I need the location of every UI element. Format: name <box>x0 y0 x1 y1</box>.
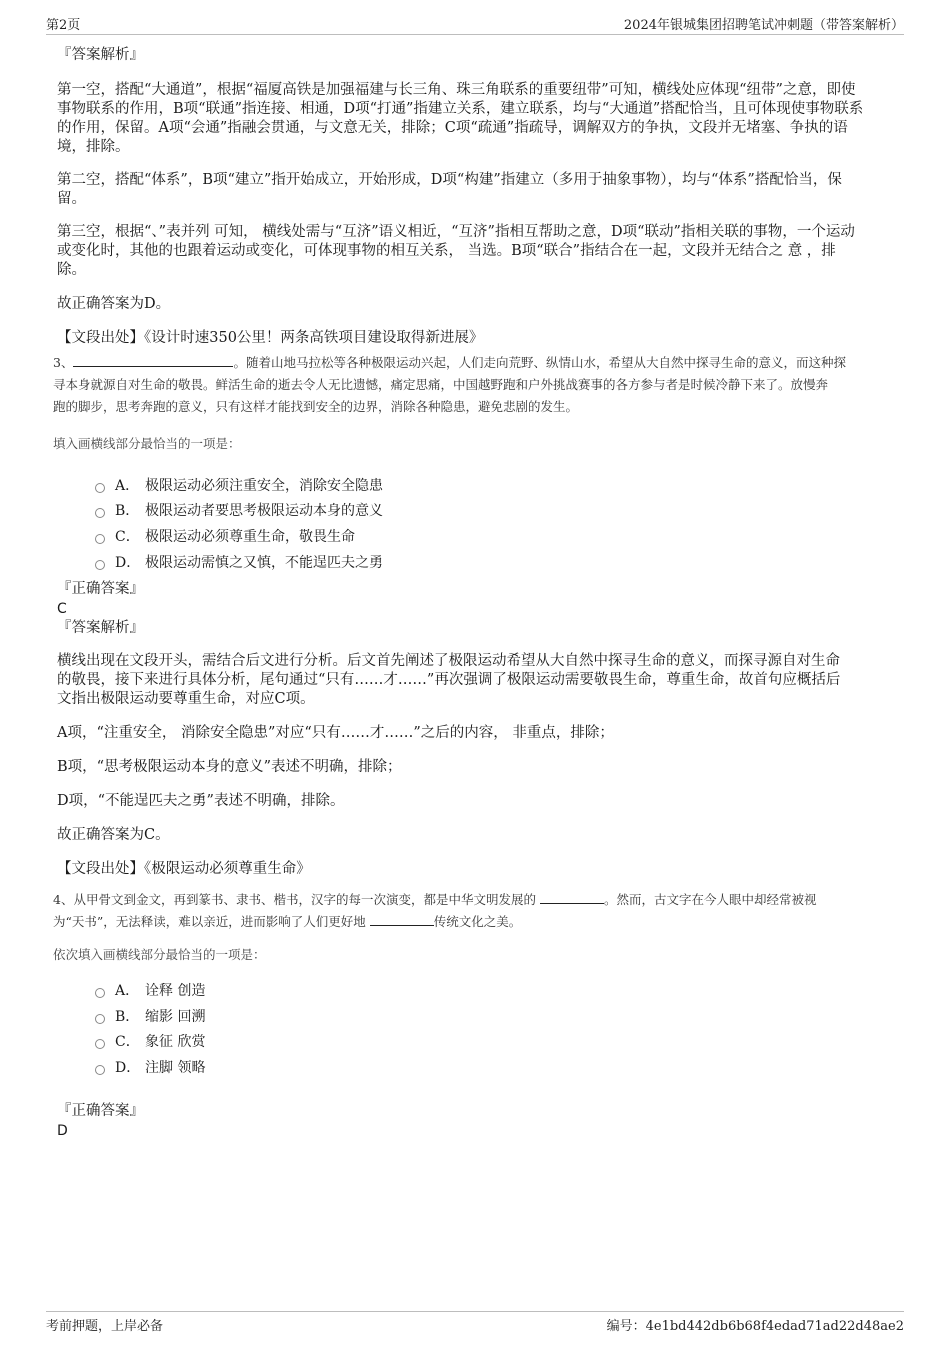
analysis-option-a: A项，“注重安全， 消除安全隐患”对应“只有……才……”之后的内容， 非重点，排除； <box>57 725 614 742</box>
page-header <box>46 14 904 35</box>
correct-answer-label: 『正确答案』 <box>57 1102 144 1119</box>
text-line: 或变化时，其他的也跟着运动或变化，可体现事物的相互关系， 当选。B项“联合”指结合在一起，文段并无结合之 意 ，排 <box>57 243 836 259</box>
option-d[interactable] <box>95 1054 897 1080</box>
question-number: 3、 <box>53 355 74 370</box>
text-line: 境，排除。 <box>57 139 130 155</box>
option-text: 极限运动需慎之又慎，不能逞匹夫之勇 <box>145 554 383 571</box>
option-text: 极限运动必须注重安全，消除安全隐患 <box>145 477 383 494</box>
text-line: 事物联系的作用，B项“联通”指连接、相通，D项“打通”指建立关系，建立联系，均与“大通道”搭配恰当，且可体现使事物联系 <box>57 101 864 117</box>
question-3 <box>53 352 897 879</box>
text-line: 的作用，保留。A项“会通”指融会贯通，与文意无关，排除；C项“疏通”指疏导，调解双方的争执，文段并无堵塞、争执的语 <box>57 120 848 136</box>
question-text-segment: 。然而，古文字在今人眼中却经常被视 <box>603 892 817 908</box>
correct-answer-label: 『正确答案』 <box>57 581 144 598</box>
question-text-segment: 跑的脚步，思考奔跑的意义，只有这样才能找到安全的边界，消除各种隐患，避免悲剧的发生。 <box>53 399 579 414</box>
correct-answer: D <box>57 1122 68 1139</box>
analysis-label: 『答案解析』 <box>57 620 144 637</box>
question-prompt: 填入画横线部分最恰当的一项是： <box>53 436 241 451</box>
source-citation: 【文段出处】《极限运动必须尊重生命》 <box>57 861 311 878</box>
analysis-paragraph <box>57 652 897 709</box>
correct-answer: C <box>57 601 67 618</box>
option-list <box>95 977 897 1079</box>
question-text-segment: 传统文化之美。 <box>433 914 522 930</box>
option-a[interactable] <box>95 977 897 1003</box>
page-number: 第2页 <box>46 18 81 33</box>
answer-blank <box>73 352 233 367</box>
option-text: 诠释 创造 <box>145 983 206 1000</box>
radio-button[interactable] <box>95 560 105 570</box>
question-4 <box>53 889 897 1140</box>
question-text-segment: 为“天书”，无法释读，难以亲近，进而影响了人们更好地 <box>53 914 366 930</box>
option-letter: B． <box>115 503 140 520</box>
analysis-option-d: D项，“不能逞匹夫之勇”表述不明确，排除。 <box>57 793 345 810</box>
option-list <box>95 472 897 574</box>
analysis-option-b: B项，“思考极限运动本身的意义”表述不明确，排除； <box>57 759 402 776</box>
answer-blank <box>370 911 434 926</box>
radio-button[interactable] <box>95 483 105 493</box>
analysis-label: 『答案解析』 <box>57 47 144 63</box>
question-text <box>53 889 901 933</box>
document-id: 编号：4e1bd442db6b68f4edad71ad22d48ae2 <box>606 1319 904 1334</box>
option-letter: C． <box>115 528 140 545</box>
option-text: 注脚 领略 <box>145 1059 206 1076</box>
question-text-segment: 。随着山地马拉松等各种极限运动兴起，人们走向荒野、纵情山水，希望从大自然中探寻生命的意义，而这种探 <box>233 355 846 370</box>
answer-blank <box>540 889 604 904</box>
option-text: 极限运动必须尊重生命，敬畏生命 <box>145 528 355 545</box>
text-line: 第一空，搭配“大通道”，根据“福厦高铁是加强福建与长三角、珠三角联系的重要纽带”可知，横线处应体现“纽带”之意，即使 <box>57 82 856 98</box>
question-text <box>53 352 901 418</box>
option-d[interactable] <box>95 549 897 575</box>
option-letter: D． <box>115 554 141 571</box>
page-footer <box>46 1311 904 1335</box>
option-a[interactable] <box>95 472 897 498</box>
option-text: 极限运动者要思考极限运动本身的意义 <box>145 503 383 520</box>
option-letter: A． <box>115 477 140 494</box>
analysis-paragraph <box>57 81 897 157</box>
text-line: 的敬畏，接下来进行具体分析，尾句通过“只有……才……”再次强调了极限运动需要敬畏生命，尊重生命，故首句应概括后 <box>57 672 841 689</box>
option-letter: C． <box>115 1034 140 1051</box>
radio-button[interactable] <box>95 1065 105 1075</box>
text-line: 第三空，根据“、”表并列 可知， 横线处需与“互济”语义相近，“互济”指相互帮助之意，D项“联动”指相关联的事物，一个运动 <box>57 224 855 240</box>
conclusion: 故正确答案为D。 <box>57 296 171 312</box>
document-title: 2024年银城集团招聘笔试冲刺题（带答案解析） <box>623 18 904 33</box>
text-line: 横线出现在文段开头，需结合后文进行分析。后文首先阐述了极限运动希望从大自然中探寻生命的意义，而探寻源自对生命 <box>57 653 840 670</box>
option-letter: B． <box>115 1008 140 1025</box>
conclusion: 故正确答案为C。 <box>57 827 170 844</box>
text-line: 文指出极限运动要尊重生命，对应C项。 <box>57 691 315 708</box>
source-citation: 【文段出处】《设计时速350公里！两条高铁项目建设取得新进展》 <box>57 330 484 346</box>
radio-button[interactable] <box>95 508 105 518</box>
question-text-segment: 4、从甲骨文到金文，再到篆书、隶书、楷书，汉字的每一次演变，都是中华文明发展的 <box>53 892 536 908</box>
question-text-segment: 寻本身就源自对生命的敬畏。鲜活生命的逝去令人无比遗憾，痛定思痛，中国越野跑和户外挑战赛事的各方参与者是时候冷静下来了。放慢奔 <box>53 377 829 392</box>
footer-slogan: 考前押题，上岸必备 <box>46 1319 164 1334</box>
page-content <box>53 46 897 1141</box>
radio-button[interactable] <box>95 1014 105 1024</box>
option-c[interactable] <box>95 523 897 549</box>
option-b[interactable] <box>95 498 897 524</box>
analysis-paragraph <box>57 171 897 209</box>
option-b[interactable] <box>95 1003 897 1029</box>
text-line: 除。 <box>57 262 86 278</box>
option-letter: A． <box>115 983 140 1000</box>
option-text: 缩影 回溯 <box>145 1008 206 1025</box>
text-line: 第二空，搭配“体系”，B项“建立”指开始成立，开始形成，D项“构建”指建立（多用于抽象事物），均与“体系”搭配恰当，保 <box>57 172 842 188</box>
radio-button[interactable] <box>95 1039 105 1049</box>
radio-button[interactable] <box>95 988 105 998</box>
option-text: 象征 欣赏 <box>145 1034 206 1051</box>
analysis-paragraph <box>57 223 897 280</box>
text-line: 留。 <box>57 191 86 207</box>
radio-button[interactable] <box>95 534 105 544</box>
option-c[interactable] <box>95 1029 897 1055</box>
option-letter: D． <box>115 1059 141 1076</box>
question-prompt: 依次填入画横线部分最恰当的一项是： <box>53 947 266 963</box>
